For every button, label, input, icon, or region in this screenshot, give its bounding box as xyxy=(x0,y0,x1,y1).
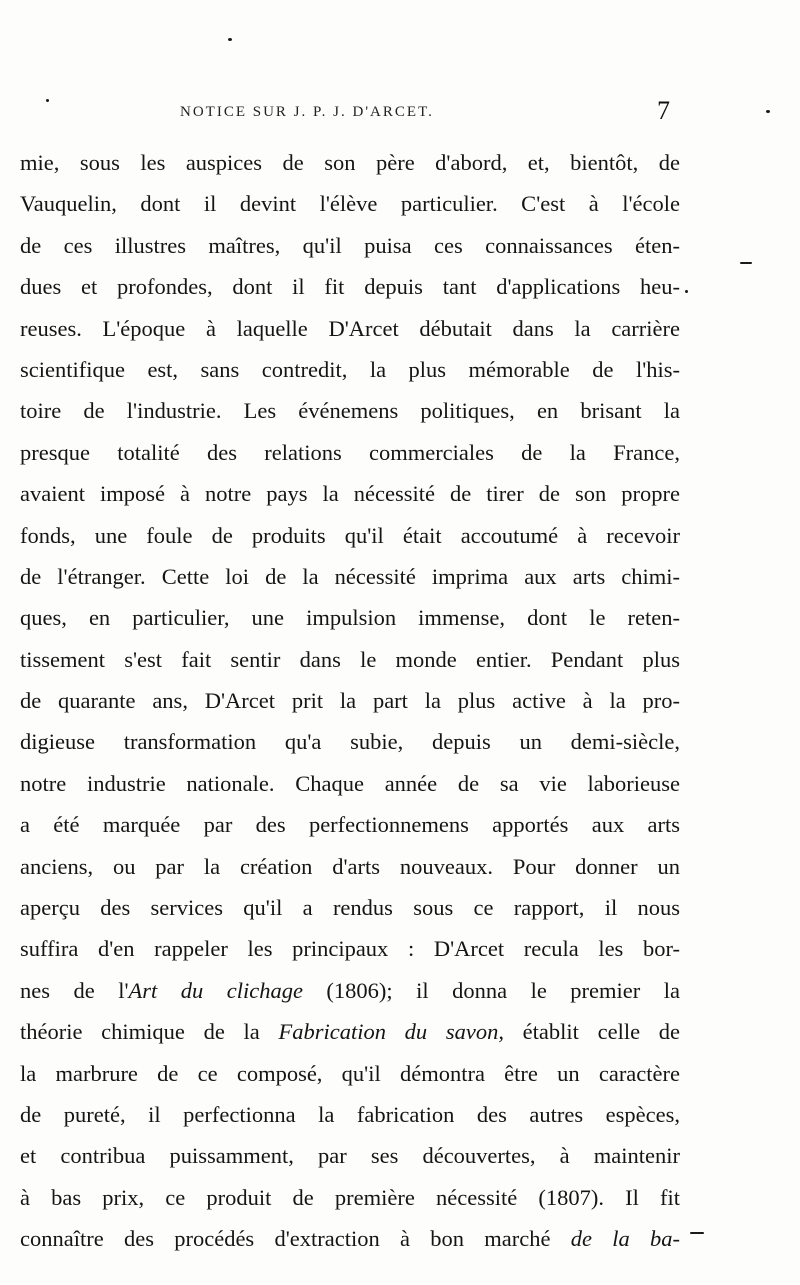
text-segment: la marbrure de ce composé, qu'il démontra être un caractère xyxy=(20,1060,680,1086)
text-line xyxy=(20,1135,680,1176)
text-segment: anciens, ou par la création d'arts nouveaux. Pour donner un xyxy=(20,853,680,879)
text-segment: fonds, une foule de produits qu'il était accoutumé à recevoir xyxy=(20,522,680,548)
text-line xyxy=(20,846,680,887)
body-text xyxy=(20,142,680,1260)
text-line xyxy=(20,1053,680,1094)
ink-speck xyxy=(740,262,752,264)
text-line xyxy=(20,597,680,638)
ink-speck xyxy=(228,38,232,41)
text-segment: à bas prix, ce produit de première nécessité (1807). Il fit xyxy=(20,1184,680,1210)
text-segment: a été marquée par des perfectionnemens apportés aux arts xyxy=(20,812,680,838)
text-segment: reuses. L'époque à laquelle D'Arcet débutait dans la carrière xyxy=(20,315,680,341)
text-segment: de ces illustres maîtres, qu'il puisa ces connaissances éten- xyxy=(20,232,680,258)
text-line xyxy=(20,473,680,514)
text-segment: et contribua puissamment, par ses découvertes, à maintenir xyxy=(20,1143,680,1169)
text-segment: mie, sous les auspices de son père d'abord, et, bientôt, de xyxy=(20,150,680,175)
text-segment: ques, en particulier, une impulsion immense, dont le reten- xyxy=(20,605,680,631)
text-line xyxy=(20,804,680,845)
text-line xyxy=(20,349,680,390)
text-line xyxy=(20,1011,680,1052)
text-segment: scientifique est, sans contredit, la plus mémorable de l'his- xyxy=(20,356,680,382)
text-line xyxy=(20,515,680,556)
ink-speck xyxy=(766,110,770,113)
text-line xyxy=(20,680,680,721)
running-head: NOTICE SUR J. P. J. D'ARCET. xyxy=(180,104,434,120)
page-number: 7 xyxy=(657,96,670,125)
page-header xyxy=(180,96,670,128)
text-line xyxy=(20,639,680,680)
text-segment: de quarante ans, D'Arcet prit la part la plus active à la pro- xyxy=(20,688,680,714)
text-segment: établit celle de xyxy=(503,1019,680,1045)
text-line xyxy=(20,308,680,349)
italic-title: Fabrication du savon, xyxy=(278,1019,504,1045)
text-line xyxy=(20,763,680,804)
text-line xyxy=(20,432,680,473)
text-segment: notre industrie nationale. Chaque année de sa vie laborieuse xyxy=(20,770,680,796)
text-line xyxy=(20,225,680,266)
ink-speck xyxy=(685,290,688,293)
text-segment: connaître des procédés d'extraction à bon marché xyxy=(20,1226,571,1252)
italic-title: de la ba- xyxy=(570,1226,680,1252)
text-segment: suffira d'en rappeler les principaux : D'Arcet recula les bor- xyxy=(20,936,680,962)
italic-title: Art du clichage xyxy=(128,977,303,1003)
text-segment: (1806); il donna le premier la xyxy=(302,977,680,1003)
text-segment: toire de l'industrie. Les événemens politiques, en brisant la xyxy=(20,398,680,424)
text-segment: de l'étranger. Cette loi de la nécessité imprima aux arts chimi- xyxy=(20,563,680,589)
text-line xyxy=(20,887,680,928)
text-segment: de pureté, il perfectionna la fabrication des autres espèces, xyxy=(20,1101,680,1127)
text-line xyxy=(20,1094,680,1135)
text-line xyxy=(20,183,680,224)
text-segment: théorie chimique de la xyxy=(20,1019,279,1045)
text-line xyxy=(20,928,680,969)
text-segment: presque totalité des relations commerciales de la France, xyxy=(20,439,680,465)
text-line xyxy=(20,142,680,183)
text-line xyxy=(20,556,680,597)
text-line xyxy=(20,390,680,431)
ink-speck xyxy=(46,99,49,102)
text-segment: tissement s'est fait sentir dans le monde entier. Pendant plus xyxy=(20,646,680,672)
text-segment: aperçu des services qu'il a rendus sous ce rapport, il nous xyxy=(20,895,680,921)
text-line xyxy=(20,721,680,762)
text-segment: Vauquelin, dont il devint l'élève particulier. C'est à l'école xyxy=(20,191,680,217)
text-line xyxy=(20,1218,680,1259)
text-line xyxy=(20,970,680,1011)
text-line xyxy=(20,1177,680,1218)
text-segment: digieuse transformation qu'a subie, depuis un demi-siècle, xyxy=(20,729,680,755)
text-segment: avaient imposé à notre pays la nécessité de tirer de son propre xyxy=(20,481,680,507)
text-segment: nes de l' xyxy=(20,977,129,1003)
text-line xyxy=(20,266,680,307)
text-segment: dues et profondes, dont il fit depuis tant d'applications heu- xyxy=(20,274,680,300)
ink-speck xyxy=(690,1232,704,1234)
